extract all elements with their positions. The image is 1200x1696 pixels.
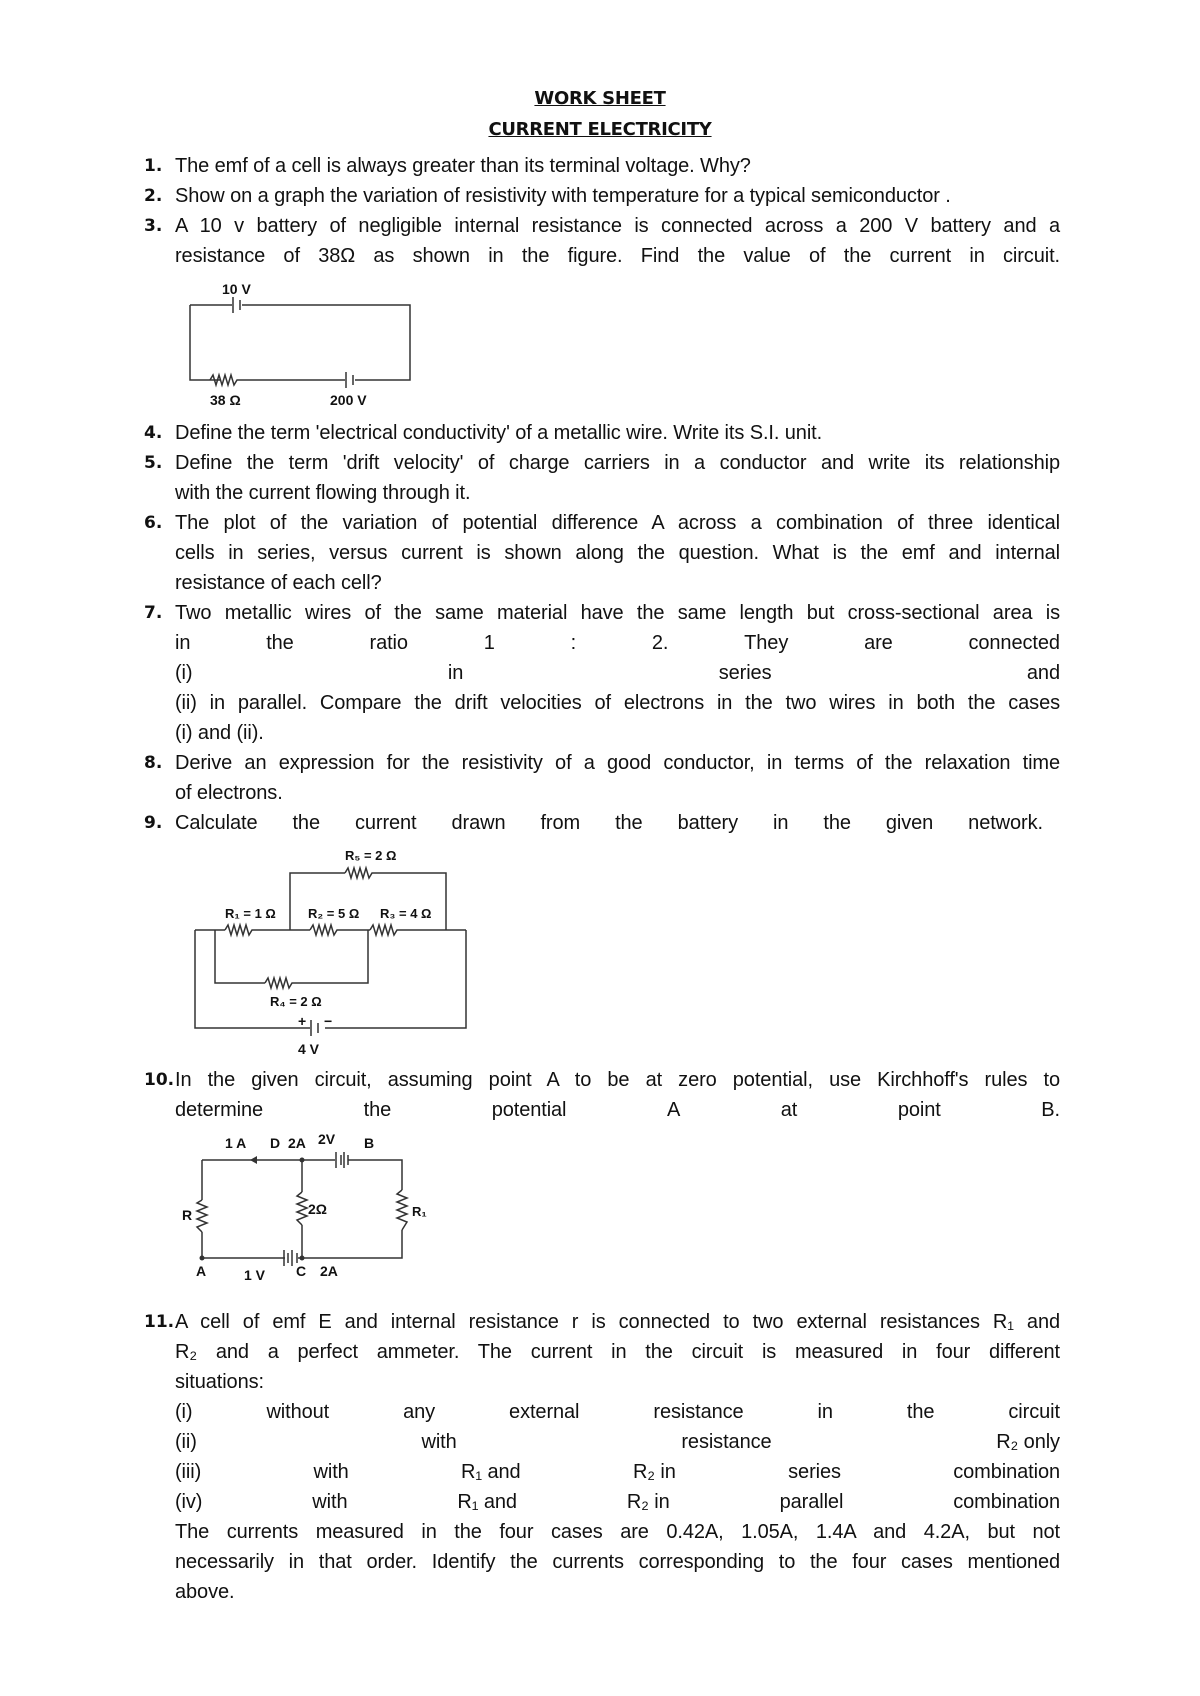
fig10-point-d-label: D [270,1135,281,1151]
question-1-number: 1. [144,156,163,176]
word: 2. [651,632,669,654]
question-9-number: 9. [144,813,163,833]
word: in [773,812,789,834]
word: in [447,662,464,684]
word: given [885,812,934,834]
word: : [570,632,577,654]
question-11-line [175,1397,1060,1427]
fig10-resistor-2ohm-label: 2Ω [308,1201,328,1217]
word: any [403,1401,436,1423]
word: series [788,1461,841,1483]
word: (i) [175,662,193,684]
word: R₂ in [632,1461,676,1483]
fig10-point-a-label: A [196,1263,207,1279]
q11-case-iv [175,1487,1060,1517]
circuit-diagram-q3 [180,280,420,410]
fig9-r3-label: R₃ = 4 Ω [380,906,432,921]
word: at [780,1099,798,1121]
question-11-line: The currents measured in the four cases are 0.42A, 1.05A, 1.4A and 4.2A, but not [175,1521,1060,1543]
fig9-r5-label: R₅ = 2 Ω [345,848,397,863]
q11-case-iii [175,1457,1060,1487]
question-5-number: 5. [144,453,163,473]
word: drawn [451,812,506,834]
question-6-line: resistance of each cell? [175,572,382,594]
word: B. [1041,1099,1060,1121]
worksheet-subtitle: CURRENT ELECTRICITY [488,119,712,140]
word: (iv) [175,1491,203,1513]
fig10-point-c-label: C [296,1263,307,1279]
question-6-number: 6. [144,513,163,533]
word: the [906,1401,935,1423]
question-8-line: Derive an expression for the resistivity of a good conductor, in terms of the relaxation time [175,752,1060,774]
fig9-plus-sign: + [298,1013,307,1029]
word: in [817,1401,833,1423]
question-2-line: Show on a graph the variation of resistivity with temperature for a typical semiconductor . [175,185,951,207]
question-4-line: Define the term 'electrical conductivity' of a metallic wire. Write its S.I. unit. [175,422,823,444]
word: potential [491,1099,567,1121]
word: series [718,662,772,684]
word: R₁ and [457,1491,517,1513]
word: determine [175,1099,264,1121]
question-11-line: A cell of emf E and internal resistance r is connected to two external resistances R₁ and [175,1311,1060,1333]
word: (iii) [175,1461,202,1483]
word: and [1026,662,1060,684]
fig3-resistor-label: 38 Ω [210,392,241,408]
question-6-line: The plot of the variation of potential difference A across a combination of three identical [175,512,1060,534]
word: resistance [653,1401,744,1423]
fig10-voltage-2v-label: 2V [318,1131,336,1147]
q9-spread-line [175,808,1043,838]
word: from [540,812,581,834]
question-7-line [175,628,1060,658]
question-5-line: Define the term 'drift velocity' of charge carriers in a conductor and write its relationship [175,452,1060,474]
question-10-number: 10. [144,1070,175,1090]
fig10-current-1a-label: 1 A [225,1135,247,1151]
fig9-r4-label: R₄ = 2 Ω [270,994,322,1009]
question-11-line: situations: [175,1371,264,1393]
word: with [312,1491,348,1513]
word: are [864,632,893,654]
fig10-resistor-r-label: R [182,1207,193,1223]
q11-case-i [175,1397,1060,1427]
fig9-r2-label: R₂ = 5 Ω [308,906,360,921]
word: current [354,812,417,834]
fig9-r1-label: R₁ = 1 Ω [225,906,276,921]
word: A [666,1099,681,1121]
question-4-number: 4. [144,423,163,443]
question-3-number: 3. [144,216,163,236]
fig3-battery-bottom-label: 200 V [330,392,367,408]
question-11-line: necessarily in that order. Identify the currents corresponding to the four cases mentioned [175,1551,1060,1573]
fig10-voltage-1v-label: 1 V [244,1267,266,1283]
fig9-battery-label: 4 V [298,1041,320,1057]
word: external [509,1401,580,1423]
word: circuit [1008,1401,1060,1423]
word: point [897,1099,941,1121]
word: battery [677,812,739,834]
fig10-resistor-r1-label: R₁ [412,1204,427,1219]
question-7-line [175,658,1060,688]
question-3-line: A 10 v battery of negligible internal resistance is connected across a 200 V battery and a [175,215,1060,237]
fig3-battery-top-label: 10 V [222,281,251,297]
question-2-number: 2. [144,186,163,206]
question-11-number: 11. [144,1312,175,1332]
word: (i) [175,1401,193,1423]
word: the [363,1099,392,1121]
circuit-diagram-q10 [180,1130,427,1283]
question-10-line [175,1095,1060,1125]
fig10-point-b-label: B [364,1135,375,1151]
q7-ratio-line [175,628,1060,658]
question-7-number: 7. [144,603,163,623]
fig10-current-2a-top-label: 2A [288,1135,306,1151]
fig10-current-2a-bottom-label: 2A [320,1263,338,1279]
question-7-line: (ii) in parallel. Compare the drift velocities of electrons in the two wires in both the cases [175,692,1060,714]
word: without [266,1401,330,1423]
question-8-number: 8. [144,753,163,773]
word: 1 [483,632,495,654]
question-11-line [175,1487,1060,1517]
word: R₂ in [626,1491,670,1513]
word: the [266,632,294,654]
word: the [615,812,643,834]
question-11-line: R₂ and a perfect ammeter. The current in the circuit is measured in four different [175,1341,1060,1363]
word: connected [968,632,1060,654]
q11-case-ii [175,1427,1060,1457]
word: parallel [779,1491,844,1513]
word: combination [953,1491,1060,1513]
question-7-line: Two metallic wires of the same material have the same length but cross-sectional area is [175,602,1060,624]
word: the [823,812,851,834]
question-7-line: (i) and (ii). [175,722,264,744]
word: ratio [369,632,408,654]
word: R₂ only [996,1431,1060,1453]
word: Calculate [175,812,258,834]
question-5-line: with the current flowing through it. [175,482,471,504]
word: with [313,1461,349,1483]
question-11-line: above. [175,1581,235,1603]
question-8-line: of electrons. [175,782,283,804]
word: with [421,1431,457,1453]
question-3-line: resistance of 38Ω as shown in the figure. Find the value of the current in circuit. [175,245,1060,267]
word: (ii) [175,1431,197,1453]
q7-series-line [175,658,1060,688]
worksheet-title: WORK SHEET [534,88,666,109]
question-9-line [175,808,1060,838]
word: resistance [681,1431,772,1453]
word: combination [953,1461,1060,1483]
fig9-minus-sign: − [324,1013,333,1029]
word: network. [968,812,1043,834]
q10-spread-line [175,1095,1060,1125]
question-11-line [175,1427,1060,1457]
word: They [744,632,789,654]
question-11-line [175,1457,1060,1487]
question-6-line: cells in series, versus current is shown along the question. What is the emf and internal [175,542,1060,564]
word: R₁ and [461,1461,521,1483]
word: in [175,632,191,654]
circuit-diagram-q9 [190,838,480,1063]
word: the [292,812,320,834]
question-10-line: In the given circuit, assuming point A to be at zero potential, use Kirchhoff's rules to [175,1069,1060,1091]
question-1-line: The emf of a cell is always greater than its terminal voltage. Why? [175,155,751,177]
